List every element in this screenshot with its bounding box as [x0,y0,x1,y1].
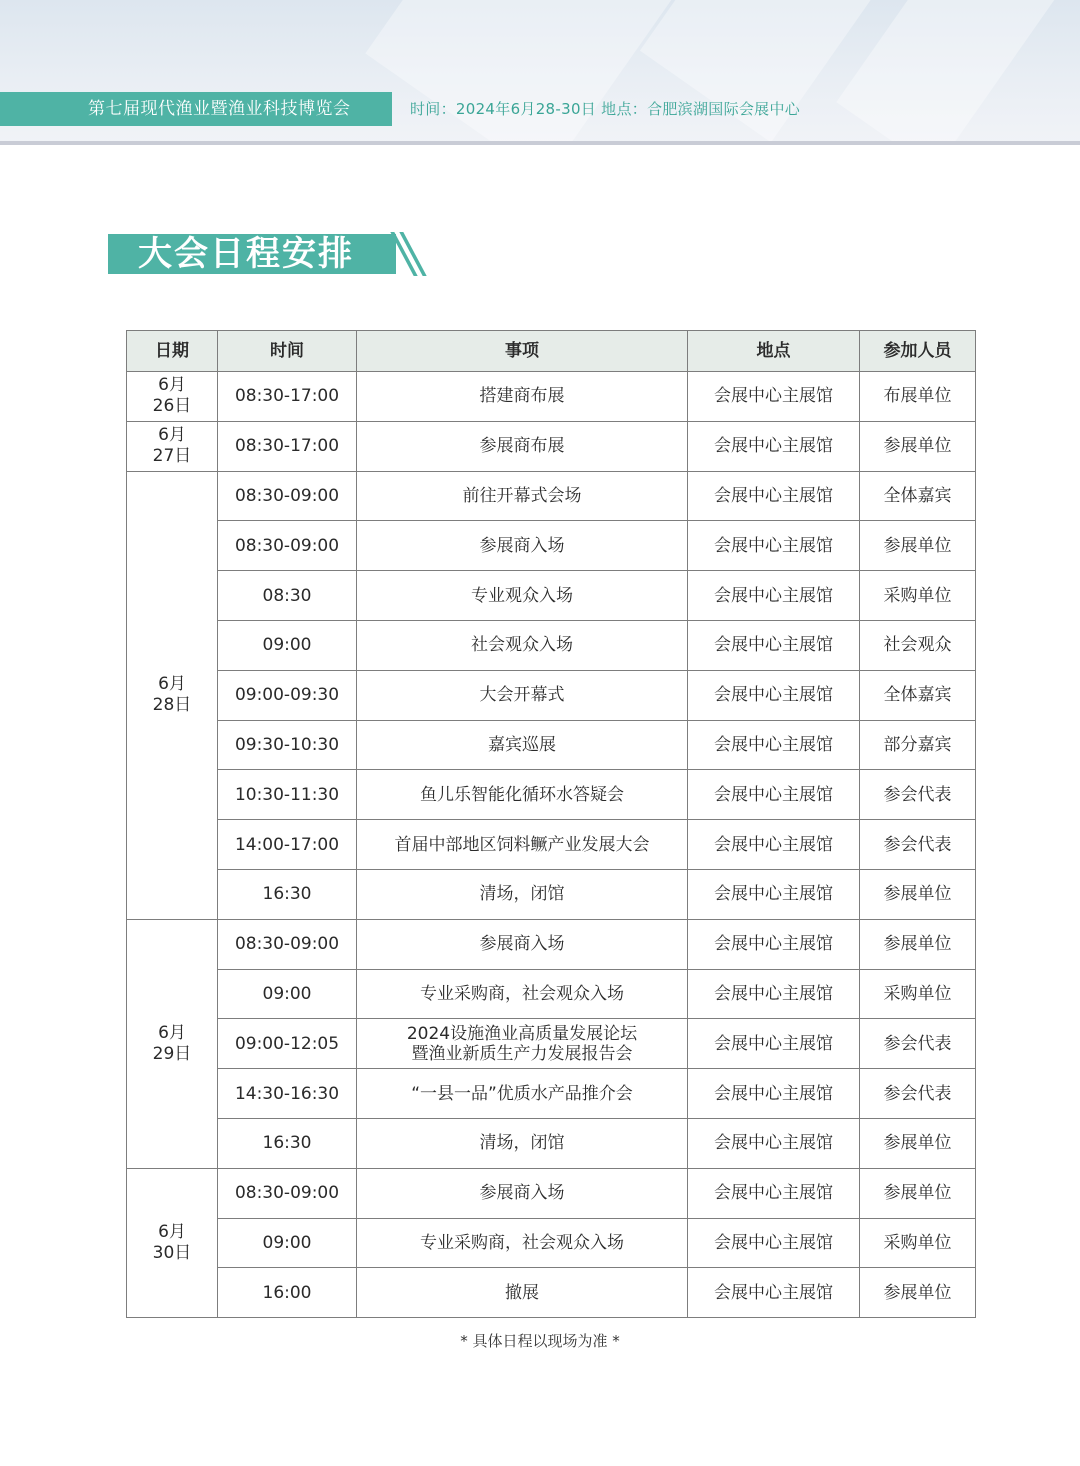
item-line: 2024设施渔业高质量发展论坛 [406,1023,638,1044]
table-row [127,421,976,471]
table-row [127,1168,976,1218]
attendees-cell: 全体嘉宾 [860,471,976,521]
item-cell: 专业观众入场 [357,571,688,621]
time-cell: 08:30-09:00 [218,1168,357,1218]
attendees-cell: 参展单位 [860,919,976,969]
table-row [127,571,976,621]
section-title: 大会日程安排 [108,234,396,274]
banner-divider [0,141,1080,145]
table-row [127,1019,976,1069]
date-day: 29日 [152,1043,192,1064]
item-cell: 专业采购商，社会观众入场 [357,969,688,1019]
place-cell: 会展中心主展馆 [688,471,860,521]
time-cell: 09:00 [218,1218,357,1268]
table-row [127,620,976,670]
place-cell: 会展中心主展馆 [688,670,860,720]
column-header-attendees: 参加人员 [860,331,976,372]
item-cell: 前往开幕式会场 [357,471,688,521]
place-cell: 会展中心主展馆 [688,1268,860,1318]
column-header-time: 时间 [218,331,357,372]
item-cell: 嘉宾巡展 [357,720,688,770]
item-cell: 参展商布展 [357,421,688,471]
table-row [127,820,976,870]
column-header-place: 地点 [688,331,860,372]
place-cell: 会展中心主展馆 [688,372,860,422]
item-cell: 撤展 [357,1268,688,1318]
date-cell [127,1168,218,1317]
time-cell: 10:30-11:30 [218,770,357,820]
table-header-row [127,331,976,372]
date-day: 28日 [152,695,192,716]
time-cell: 09:00-09:30 [218,670,357,720]
place-cell: 会展中心主展馆 [688,770,860,820]
attendees-cell: 社会观众 [860,620,976,670]
place-cell: 会展中心主展馆 [688,1118,860,1168]
attendees-cell: 全体嘉宾 [860,670,976,720]
place-cell: 会展中心主展馆 [688,969,860,1019]
expo-time-location: 时间：2024年6月28-30日 地点：合肥滨湖国际会展中心 [410,100,801,118]
time-cell: 08:30 [218,571,357,621]
attendees-cell: 部分嘉宾 [860,720,976,770]
table-row [127,869,976,919]
date-month: 6月 [158,1022,186,1043]
time-cell: 09:30-10:30 [218,720,357,770]
attendees-cell: 参展单位 [860,421,976,471]
attendees-cell: 参展单位 [860,1268,976,1318]
attendees-cell: 参展单位 [860,1118,976,1168]
column-header-item: 事项 [357,331,688,372]
item-cell: 专业采购商，社会观众入场 [357,1218,688,1268]
item-cell: “一县一品”优质水产品推介会 [357,1069,688,1119]
date-month: 6月 [158,425,186,446]
time-cell: 09:00 [218,969,357,1019]
time-cell: 09:00 [218,620,357,670]
item-cell: 首届中部地区饲料鳜产业发展大会 [357,820,688,870]
date-cell [127,372,218,422]
time-cell: 08:30-09:00 [218,919,357,969]
date-month: 6月 [158,375,186,396]
table-row [127,770,976,820]
attendees-cell: 采购单位 [860,1218,976,1268]
time-cell: 14:30-16:30 [218,1069,357,1119]
place-cell: 会展中心主展馆 [688,1019,860,1069]
date-day: 27日 [152,446,192,467]
place-cell: 会展中心主展馆 [688,869,860,919]
place-cell: 会展中心主展馆 [688,919,860,969]
item-cell: 清场，闭馆 [357,869,688,919]
attendees-cell: 布展单位 [860,372,976,422]
table-row [127,471,976,521]
date-day: 26日 [152,396,192,417]
attendees-cell: 参会代表 [860,1019,976,1069]
item-cell: 大会开幕式 [357,670,688,720]
table-row [127,1069,976,1119]
attendees-cell: 参展单位 [860,869,976,919]
time-cell: 16:30 [218,1118,357,1168]
place-cell: 会展中心主展馆 [688,720,860,770]
attendees-cell: 参展单位 [860,521,976,571]
place-cell: 会展中心主展馆 [688,571,860,621]
item-cell: 参展商入场 [357,1168,688,1218]
attendees-cell: 参会代表 [860,1069,976,1119]
footnote: * 具体日程以现场为准 * [460,1332,620,1350]
item-cell [357,1019,688,1069]
place-cell: 会展中心主展馆 [688,620,860,670]
table-row [127,670,976,720]
date-month: 6月 [158,674,186,695]
place-cell: 会展中心主展馆 [688,1168,860,1218]
item-cell: 社会观众入场 [357,620,688,670]
schedule-table [126,330,976,1318]
column-header-date: 日期 [127,331,218,372]
time-cell: 14:00-17:00 [218,820,357,870]
item-cell: 参展商入场 [357,919,688,969]
time-cell: 16:00 [218,1268,357,1318]
date-cell [127,421,218,471]
banner-stripe [836,0,1080,145]
attendees-cell: 参会代表 [860,770,976,820]
place-cell: 会展中心主展馆 [688,421,860,471]
attendees-cell: 参会代表 [860,820,976,870]
table-row [127,1268,976,1318]
item-cell: 清场，闭馆 [357,1118,688,1168]
time-cell: 16:30 [218,869,357,919]
item-line: 暨渔业新质生产力发展报告会 [411,1043,633,1064]
time-cell: 08:30-09:00 [218,471,357,521]
date-cell [127,919,218,1168]
place-cell: 会展中心主展馆 [688,1069,860,1119]
table-row [127,720,976,770]
item-cell: 参展商入场 [357,521,688,571]
time-cell: 08:30-09:00 [218,521,357,571]
place-cell: 会展中心主展馆 [688,820,860,870]
time-cell: 08:30-17:00 [218,421,357,471]
expo-name: 第七届现代渔业暨渔业科技博览会 [0,92,392,126]
attendees-cell: 参展单位 [860,1168,976,1218]
attendees-cell: 采购单位 [860,571,976,621]
time-cell: 09:00-12:05 [218,1019,357,1069]
item-cell: 鱼儿乐智能化循环水答疑会 [357,770,688,820]
date-day: 30日 [152,1242,192,1263]
place-cell: 会展中心主展馆 [688,1218,860,1268]
attendees-cell: 采购单位 [860,969,976,1019]
place-cell: 会展中心主展馆 [688,521,860,571]
date-cell [127,471,218,919]
date-month: 6月 [158,1221,186,1242]
table-row [127,1118,976,1168]
table-row [127,521,976,571]
table-row [127,919,976,969]
item-cell: 搭建商布展 [357,372,688,422]
table-row [127,1218,976,1268]
table-row [127,372,976,422]
time-cell: 08:30-17:00 [218,372,357,422]
table-row [127,969,976,1019]
